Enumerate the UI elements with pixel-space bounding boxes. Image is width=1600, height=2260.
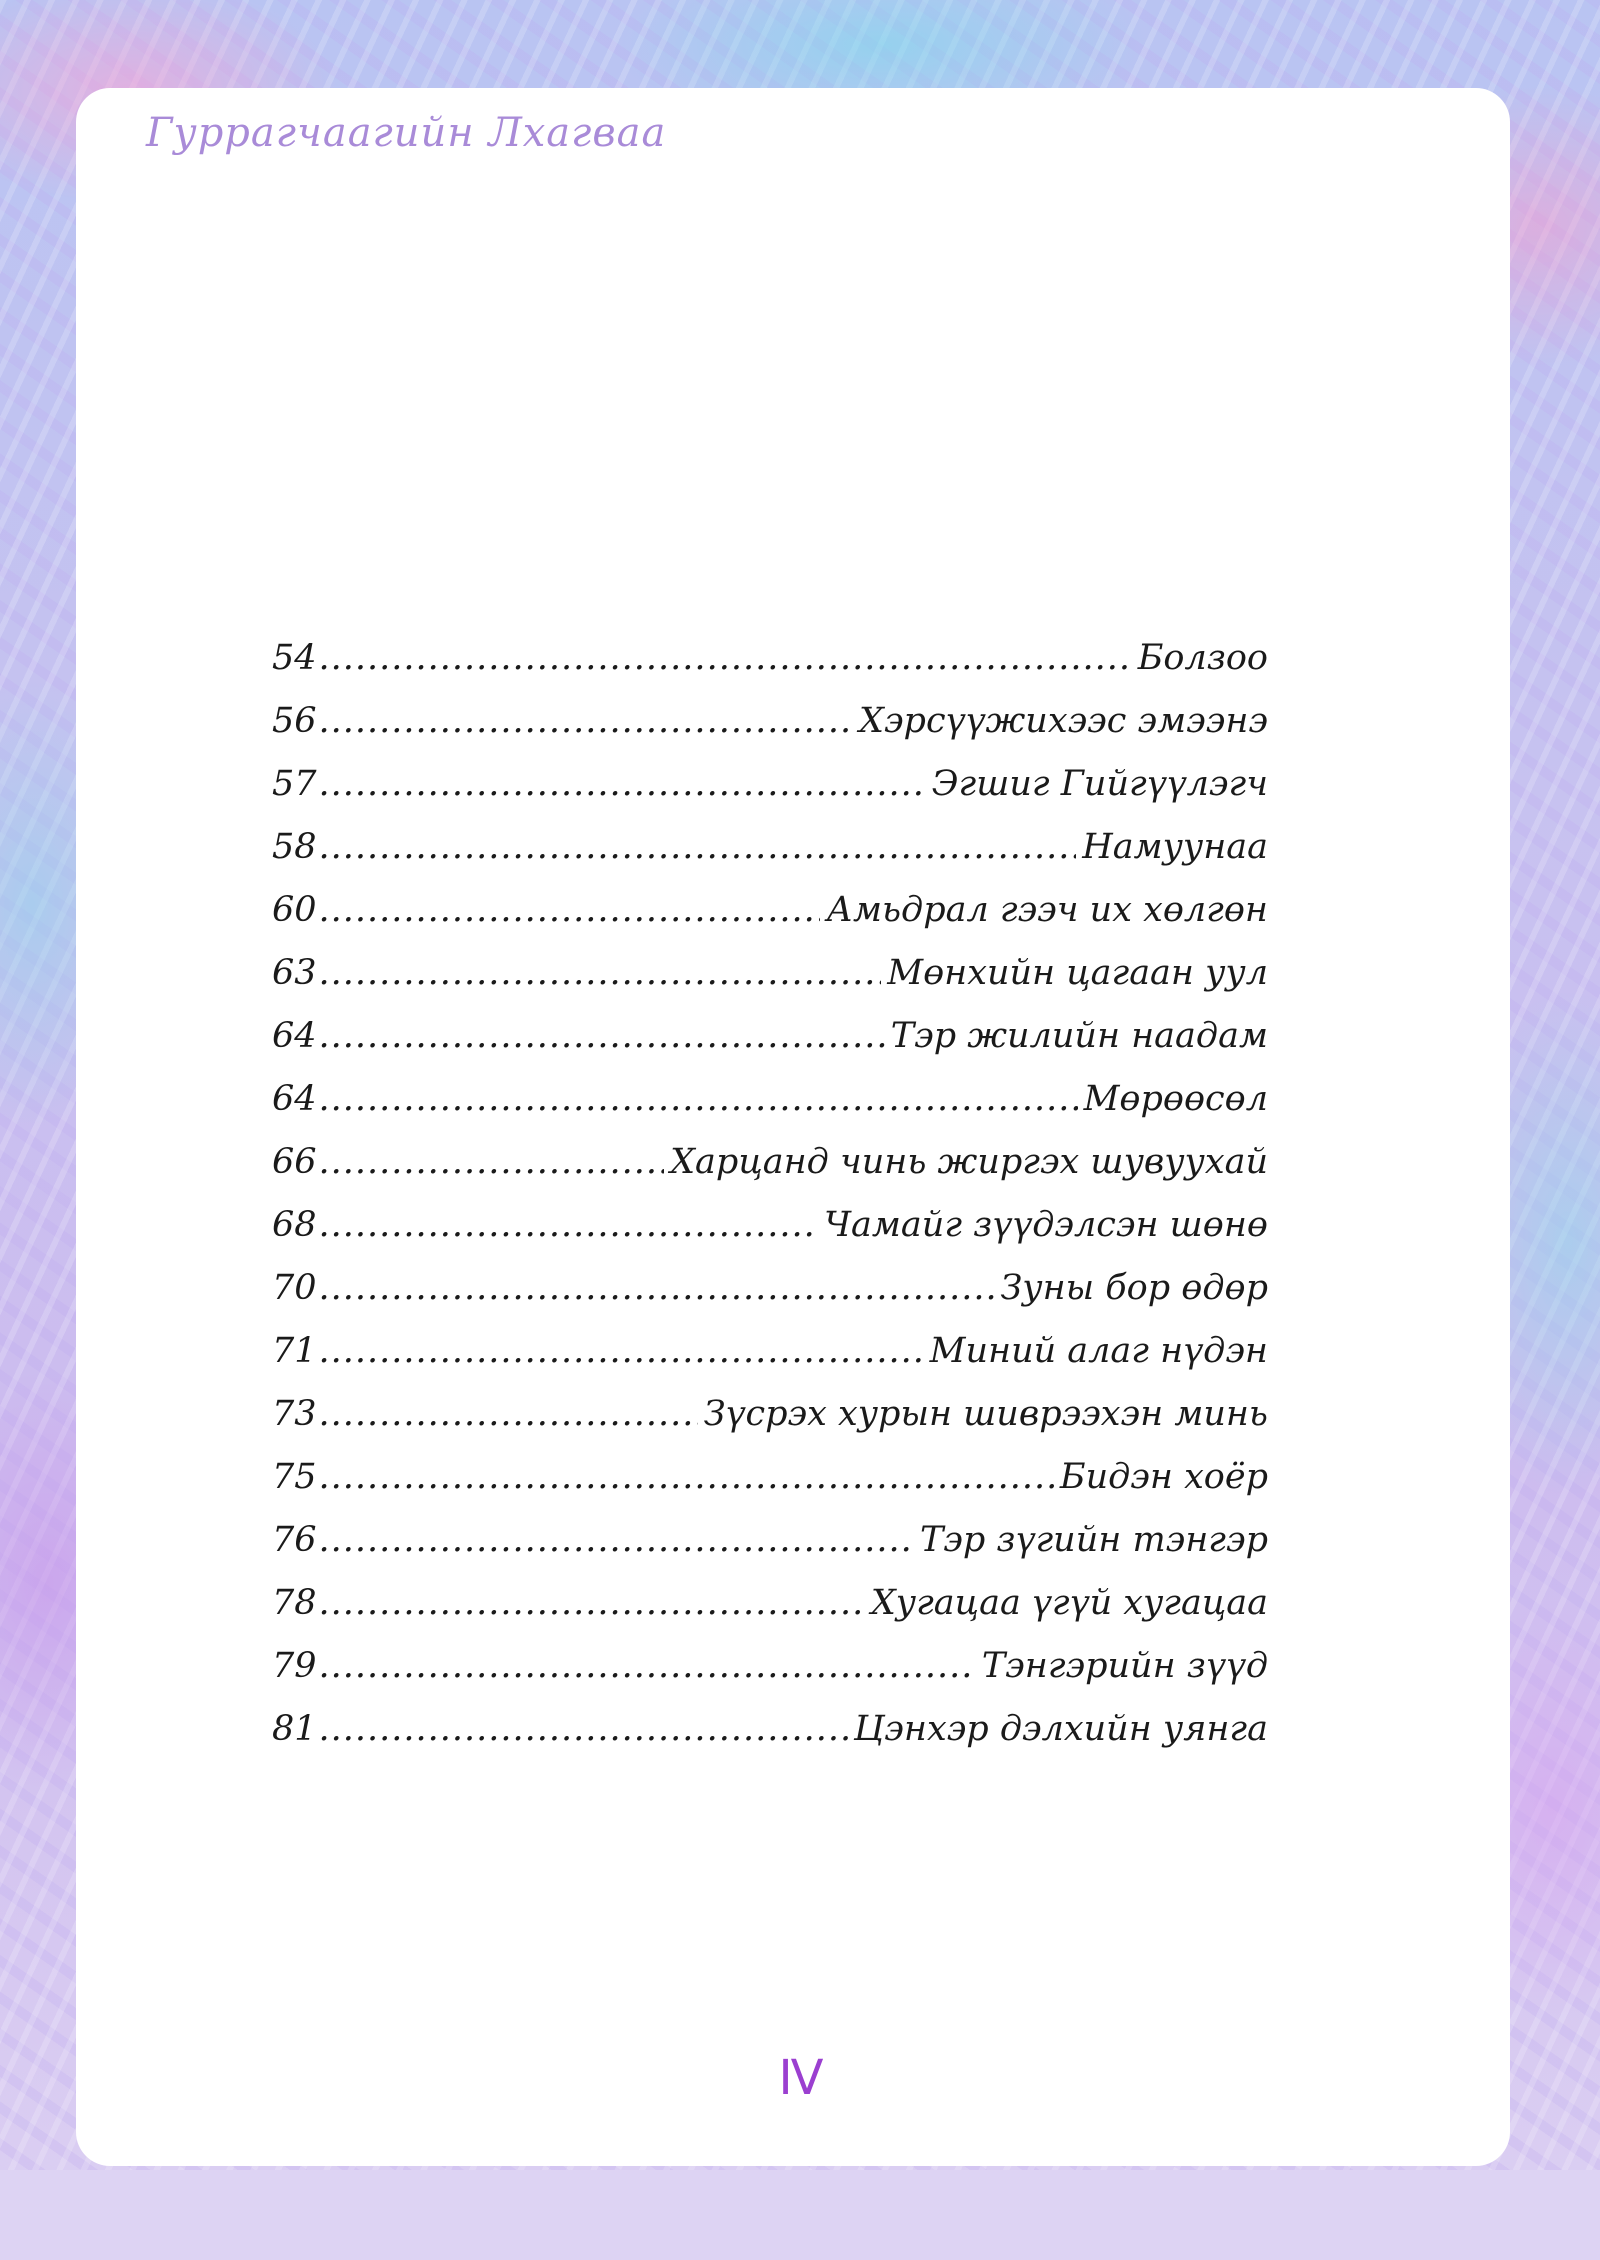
toc-entry <box>272 1268 1268 1331</box>
toc-page-number: 78 <box>272 1583 317 1623</box>
toc-page-number: 70 <box>272 1268 317 1308</box>
toc-title: Тэр жилийн наадам <box>890 1016 1268 1056</box>
toc-page-number: 64 <box>272 1079 317 1119</box>
toc-title: Тэр зүгийн тэнгэр <box>919 1520 1268 1560</box>
running-head-author: Гуррагчаагийн Лхагваа <box>146 110 667 156</box>
toc-page-number: 56 <box>272 701 317 741</box>
toc-entry <box>272 1646 1268 1709</box>
table-of-contents <box>272 638 1268 1772</box>
toc-leader-dots <box>319 1205 818 1245</box>
toc-entry <box>272 1016 1268 1079</box>
toc-entry <box>272 1205 1268 1268</box>
toc-leader-dots <box>319 953 882 993</box>
toc-title: Бидэн хоёр <box>1059 1457 1268 1497</box>
toc-title: Харцанд чинь жиргэх шувуухай <box>670 1142 1268 1182</box>
toc-entry <box>272 827 1268 890</box>
toc-title: Хэрсүүжихээс эмээнэ <box>859 701 1268 741</box>
toc-entry <box>272 953 1268 1016</box>
toc-entry <box>272 764 1268 827</box>
toc-leader-dots <box>319 638 1132 678</box>
toc-leader-dots <box>319 1520 914 1560</box>
toc-leader-dots <box>319 1079 1078 1119</box>
toc-page-number: 79 <box>272 1646 317 1686</box>
toc-leader-dots <box>319 764 926 804</box>
toc-entry <box>272 701 1268 764</box>
page-background-band <box>0 2170 1600 2260</box>
toc-title: Зуны бор өдөр <box>1000 1268 1268 1308</box>
toc-entry <box>272 1457 1268 1520</box>
toc-entry <box>272 638 1268 701</box>
toc-page-number: 71 <box>272 1331 317 1371</box>
toc-page-number: 54 <box>272 638 317 678</box>
toc-leader-dots <box>319 1331 924 1371</box>
toc-page-number: 58 <box>272 827 317 867</box>
toc-page-number: 75 <box>272 1457 317 1497</box>
toc-leader-dots <box>319 1709 848 1749</box>
toc-title: Тэнгэрийн зүүд <box>981 1646 1268 1686</box>
toc-page-number: 73 <box>272 1394 317 1434</box>
toc-entry <box>272 1142 1268 1205</box>
toc-leader-dots <box>319 1016 885 1056</box>
toc-page-number: 60 <box>272 890 317 930</box>
toc-page-number: 63 <box>272 953 317 993</box>
toc-title: Амьдрал гээч их хөлгөн <box>826 890 1268 930</box>
toc-title: Болзоо <box>1137 638 1268 678</box>
toc-title: Мөнхийн цагаан уул <box>887 953 1268 993</box>
toc-page-number: 64 <box>272 1016 317 1056</box>
toc-entry <box>272 1331 1268 1394</box>
toc-title: Эгшиг Гийгүүлэгч <box>931 764 1268 804</box>
toc-entry <box>272 1709 1268 1772</box>
toc-page-number: 66 <box>272 1142 317 1182</box>
toc-page-number: 68 <box>272 1205 317 1245</box>
toc-leader-dots <box>319 1268 995 1308</box>
toc-leader-dots <box>319 1394 698 1434</box>
toc-title: Хугацаа үгүй хугацаа <box>870 1583 1268 1623</box>
toc-entry <box>272 1394 1268 1457</box>
toc-leader-dots <box>319 890 821 930</box>
toc-leader-dots <box>319 1646 976 1686</box>
page-number: IV <box>778 2050 822 2106</box>
toc-title: Зүсрэх хурын шиврээхэн минь <box>703 1394 1268 1434</box>
toc-entry <box>272 890 1268 953</box>
toc-title: Мөрөөсөл <box>1083 1079 1268 1119</box>
toc-leader-dots <box>319 701 853 741</box>
toc-page-number: 57 <box>272 764 317 804</box>
toc-title: Чамайг зүүдэлсэн шөнө <box>823 1205 1268 1245</box>
toc-leader-dots <box>319 1142 665 1182</box>
toc-title: Намуунаа <box>1082 827 1268 867</box>
toc-leader-dots <box>319 827 1077 867</box>
toc-page-number: 81 <box>272 1709 317 1749</box>
toc-leader-dots <box>319 1583 865 1623</box>
toc-title: Цэнхэр дэлхийн уянга <box>853 1709 1268 1749</box>
toc-entry <box>272 1079 1268 1142</box>
toc-leader-dots <box>319 1457 1054 1497</box>
toc-entry <box>272 1520 1268 1583</box>
toc-entry <box>272 1583 1268 1646</box>
toc-title: Миний алаг нүдэн <box>929 1331 1268 1371</box>
toc-page-number: 76 <box>272 1520 317 1560</box>
